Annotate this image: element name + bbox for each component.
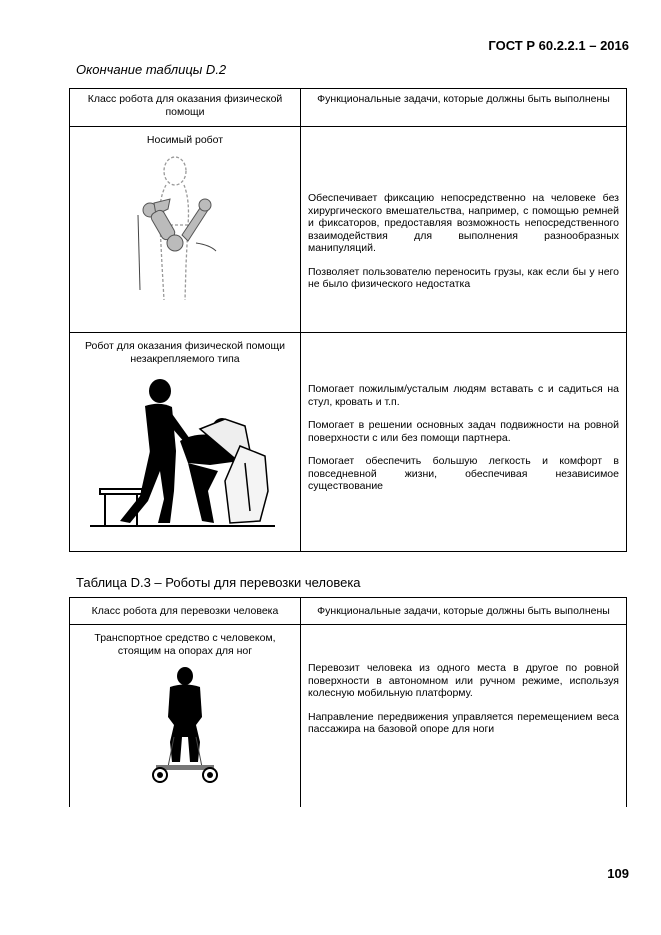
row-title: Носимый робот: [146, 134, 224, 146]
row-tasks-cell: [301, 127, 627, 333]
row-tasks-cell: [301, 625, 627, 807]
task-paragraph: Помогает пожилым/усталым людям вставать с и садиться на стул, кровать и т.п.: [308, 383, 619, 408]
task-paragraph: Позволяет пользователю переносить грузы, как если бы у него не было физического недостатка: [308, 265, 619, 290]
page-number: 109: [607, 866, 629, 881]
row-title: Транспортное средство с человеком, стоящим на опорах для ног: [94, 632, 276, 657]
task-paragraph: Перевозит человека из одного места в другое по ровной поверхности в автономном или ручном режиме, используя колесную мобильную платформу.: [308, 662, 619, 699]
row-title: Робот для оказания физической помощи незакрепляемого типа: [84, 340, 286, 365]
col1-header: Класс робота для оказания физической помощи: [70, 89, 301, 127]
standard-header: ГОСТ Р 60.2.2.1 – 2016: [488, 38, 629, 53]
row-class-cell: [70, 127, 301, 333]
table-row: [70, 333, 627, 552]
table-row: [70, 625, 627, 807]
row-tasks-cell: [301, 333, 627, 552]
task-paragraph: Обеспечивает фиксацию непосредственно на человеке без хирургического вмешательства, например, с помощью ремней и фиксаторов, предоставляя возможность непосредственного взаимодействия для выполнения разнообразных манипуляций.: [308, 192, 619, 254]
table2-caption: Таблица D.3 – Роботы для перевозки человека: [76, 575, 361, 590]
row-class-cell: [70, 625, 301, 807]
row-class-cell: [70, 333, 301, 552]
table-physical-assistance: [69, 88, 627, 552]
assistance-robot-illustration: [90, 371, 280, 531]
task-paragraph: Помогает обеспечить большую легкость и комфорт в повседневной жизни, обеспечивая независимое существование: [308, 455, 619, 492]
transport-robot-illustration: [150, 667, 220, 785]
task-paragraph: Помогает в решении основных задач подвижности на ровной поверхности с или без помощи партнера.: [308, 419, 619, 444]
task-paragraph: Направление передвижения управляется перемещением веса пассажира на базовой опоре для ноги: [308, 710, 619, 735]
table-row: [70, 127, 627, 333]
table-person-transport: [69, 597, 627, 807]
wearable-robot-illustration: [130, 155, 240, 305]
col2-header: Функциональные задачи, которые должны быть выполнены: [301, 89, 627, 127]
col1-header: Класс робота для перевозки человека: [70, 598, 301, 625]
col2-header: Функциональные задачи, которые должны быть выполнены: [301, 598, 627, 625]
table1-caption: Окончание таблицы D.2: [76, 62, 227, 77]
